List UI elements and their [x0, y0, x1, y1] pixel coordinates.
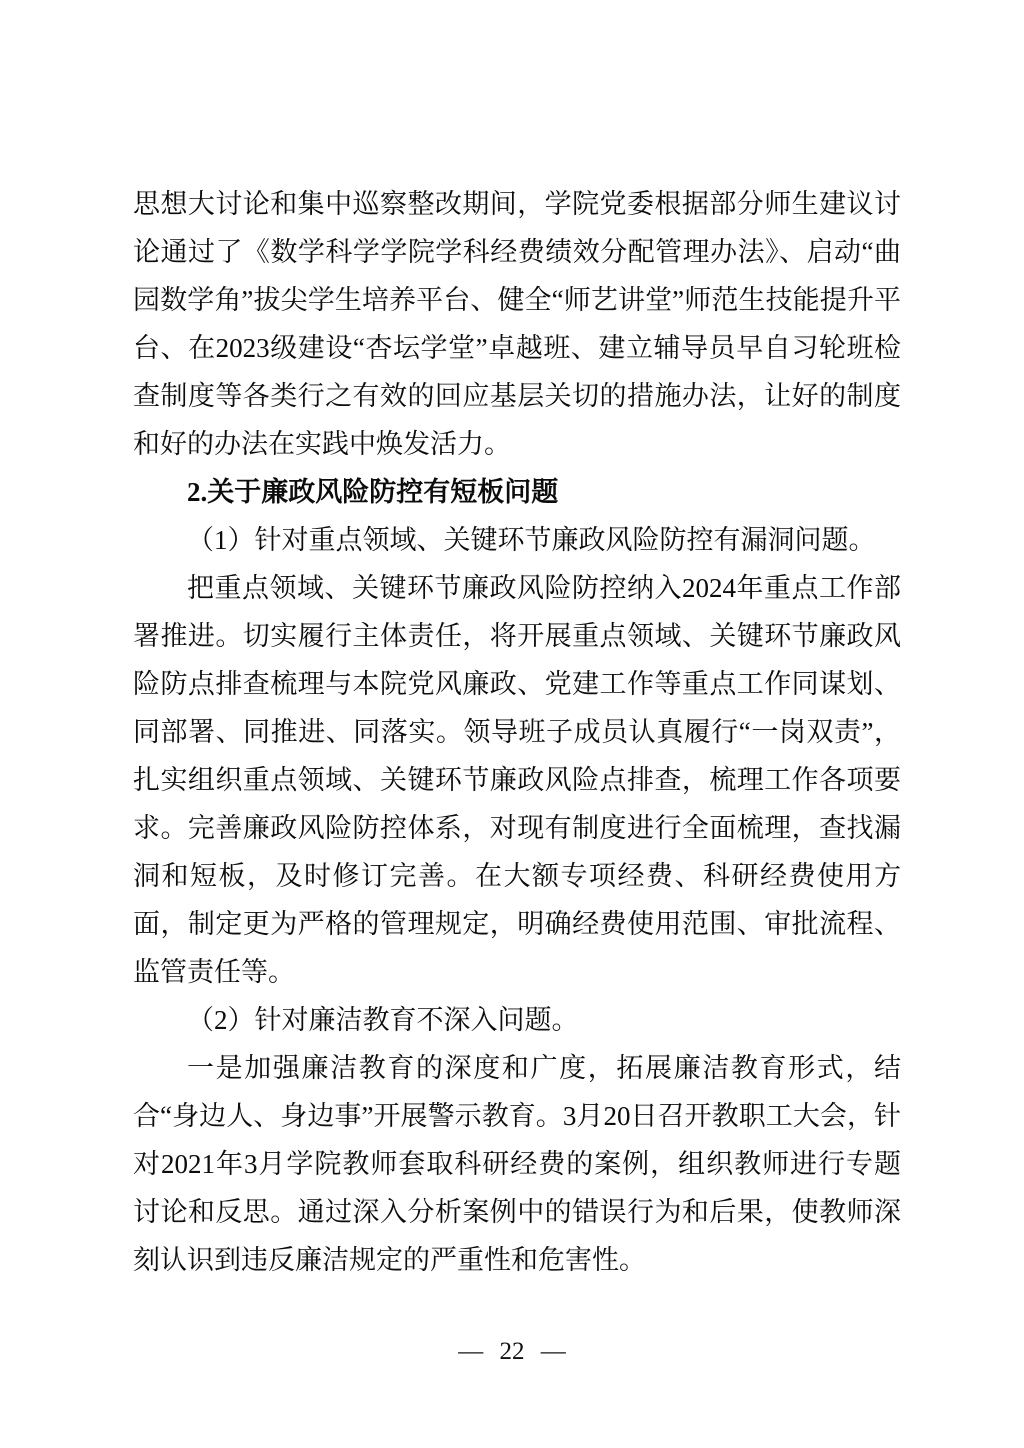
subitem-2-body: 一是加强廉洁教育的深度和广度，拓展廉洁教育形式，结合“身边人、身边事”开展警示教育。3月20日召开教职工大会，针对2021年3月学院教师套取科研经费的案例，组织教师进行专题讨论和反思。通过深入分析案例中的错误行为和后果，使教师深刻认识到违反廉洁规定的严重性和危害性。	[133, 1053, 901, 1275]
section-heading: 2.关于廉政风险防控有短板问题	[187, 477, 559, 507]
document-body	[133, 180, 901, 1284]
subitem-1-heading: （1）针对重点领域、关键环节廉政风险防控有漏洞问题。	[187, 525, 876, 555]
page-footer	[0, 1334, 1024, 1370]
page-number: — 22 —	[458, 1338, 566, 1365]
paragraph-continuation: 思想大讨论和集中巡察整改期间，学院党委根据部分师生建议讨论通过了《数学科学学院学科经费绩效分配管理办法》、启动“曲园数学角”拔尖学生培养平台、健全“师艺讲堂”师范生技能提升平台、在2023级建设“杏坛学堂”卓越班、建立辅导员早自习轮班检查制度等各类行之有效的回应基层关切的措施办法，让好的制度和好的办法在实践中焕发活力。	[133, 189, 901, 459]
subitem-1-body: 把重点领域、关键环节廉政风险防控纳入2024年重点工作部署推进。切实履行主体责任，将开展重点领域、关键环节廉政风险防点排查梳理与本院党风廉政、党建工作等重点工作同谋划、同部署、同推进、同落实。领导班子成员认真履行“一岗双责”，扎实组织重点领域、关键环节廉政风险点排查，梳理工作各项要求。完善廉政风险防控体系，对现有制度进行全面梳理，查找漏洞和短板，及时修订完善。在大额专项经费、科研经费使用方面，制定更为严格的管理规定，明确经费使用范围、审批流程、监管责任等。	[133, 573, 901, 987]
subitem-2-heading: （2）针对廉洁教育不深入问题。	[187, 1005, 579, 1035]
